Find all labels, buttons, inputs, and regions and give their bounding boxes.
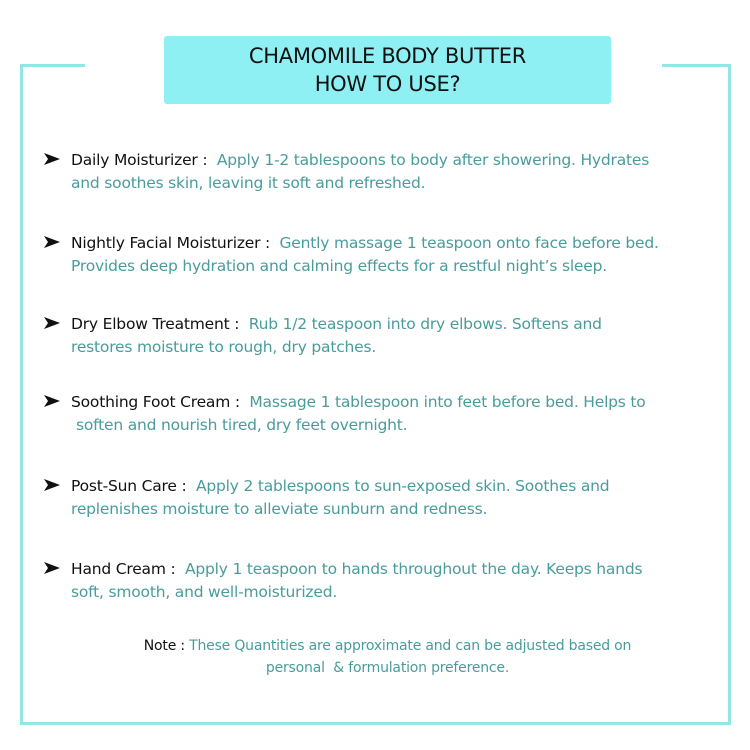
usage-label: Daily Moisturizer : (71, 151, 208, 169)
usage-label: Post-Sun Care : (71, 477, 187, 495)
usage-description-cont: replenishes moisture to alleviate sunburn and redness. (71, 500, 488, 518)
usage-description-cont: restores moisture to rough, dry patches. (71, 338, 377, 356)
frame-border-bottom (20, 722, 731, 725)
page-subtitle: HOW TO USE? (314, 72, 461, 96)
usage-item-text (71, 558, 741, 604)
usage-item-text (71, 313, 741, 359)
usage-description-cont: soft, smooth, and well-moisturized. (71, 583, 338, 601)
title-banner (164, 36, 611, 104)
usage-description: Apply 1-2 tablespoons to body after showering. Hydrates (216, 151, 650, 169)
usage-description: Massage 1 tablespoon into feet before bed. Helps to (249, 393, 646, 411)
usage-item-text (71, 149, 741, 195)
note-text-cont: personal & formulation preference. (265, 660, 510, 676)
usage-item-text (71, 232, 741, 278)
usage-description: Gently massage 1 teaspoon onto face before bed. (279, 234, 659, 252)
usage-label: Soothing Foot Cream : (71, 393, 240, 411)
usage-label: Hand Cream : (71, 560, 176, 578)
note-text: These Quantities are approximate and can be adjusted based on (189, 638, 632, 654)
usage-label: Nightly Facial Moisturizer : (71, 234, 271, 252)
frame-border-left (20, 64, 23, 725)
note-label: Note : (143, 638, 185, 654)
page-title: CHAMOMILE BODY BUTTER (248, 44, 527, 68)
usage-description-cont: and soothes skin, leaving it soft and refreshed. (71, 174, 426, 192)
usage-description: Rub 1/2 teaspoon into dry elbows. Softens and (248, 315, 602, 333)
arrowhead-bullet-icon (44, 394, 60, 408)
frame-border-top-right (662, 64, 731, 67)
usage-description-cont: Provides deep hydration and calming effects for a restful night’s sleep. (71, 257, 607, 275)
usage-description-cont: soften and nourish tired, dry feet overnight. (76, 416, 408, 434)
usage-description: Apply 2 tablespoons to sun-exposed skin. Soothes and (195, 477, 610, 495)
arrowhead-bullet-icon (44, 316, 60, 330)
frame-border-top-left (20, 64, 85, 67)
arrowhead-bullet-icon (44, 152, 60, 166)
usage-description: Apply 1 teaspoon to hands throughout the day. Keeps hands (184, 560, 643, 578)
arrowhead-bullet-icon (44, 235, 60, 249)
arrowhead-bullet-icon (44, 478, 60, 492)
note-block (100, 635, 675, 679)
arrowhead-bullet-icon (44, 561, 60, 575)
usage-item-text (71, 391, 741, 437)
usage-item-text (71, 475, 741, 521)
usage-label: Dry Elbow Treatment : (71, 315, 240, 333)
